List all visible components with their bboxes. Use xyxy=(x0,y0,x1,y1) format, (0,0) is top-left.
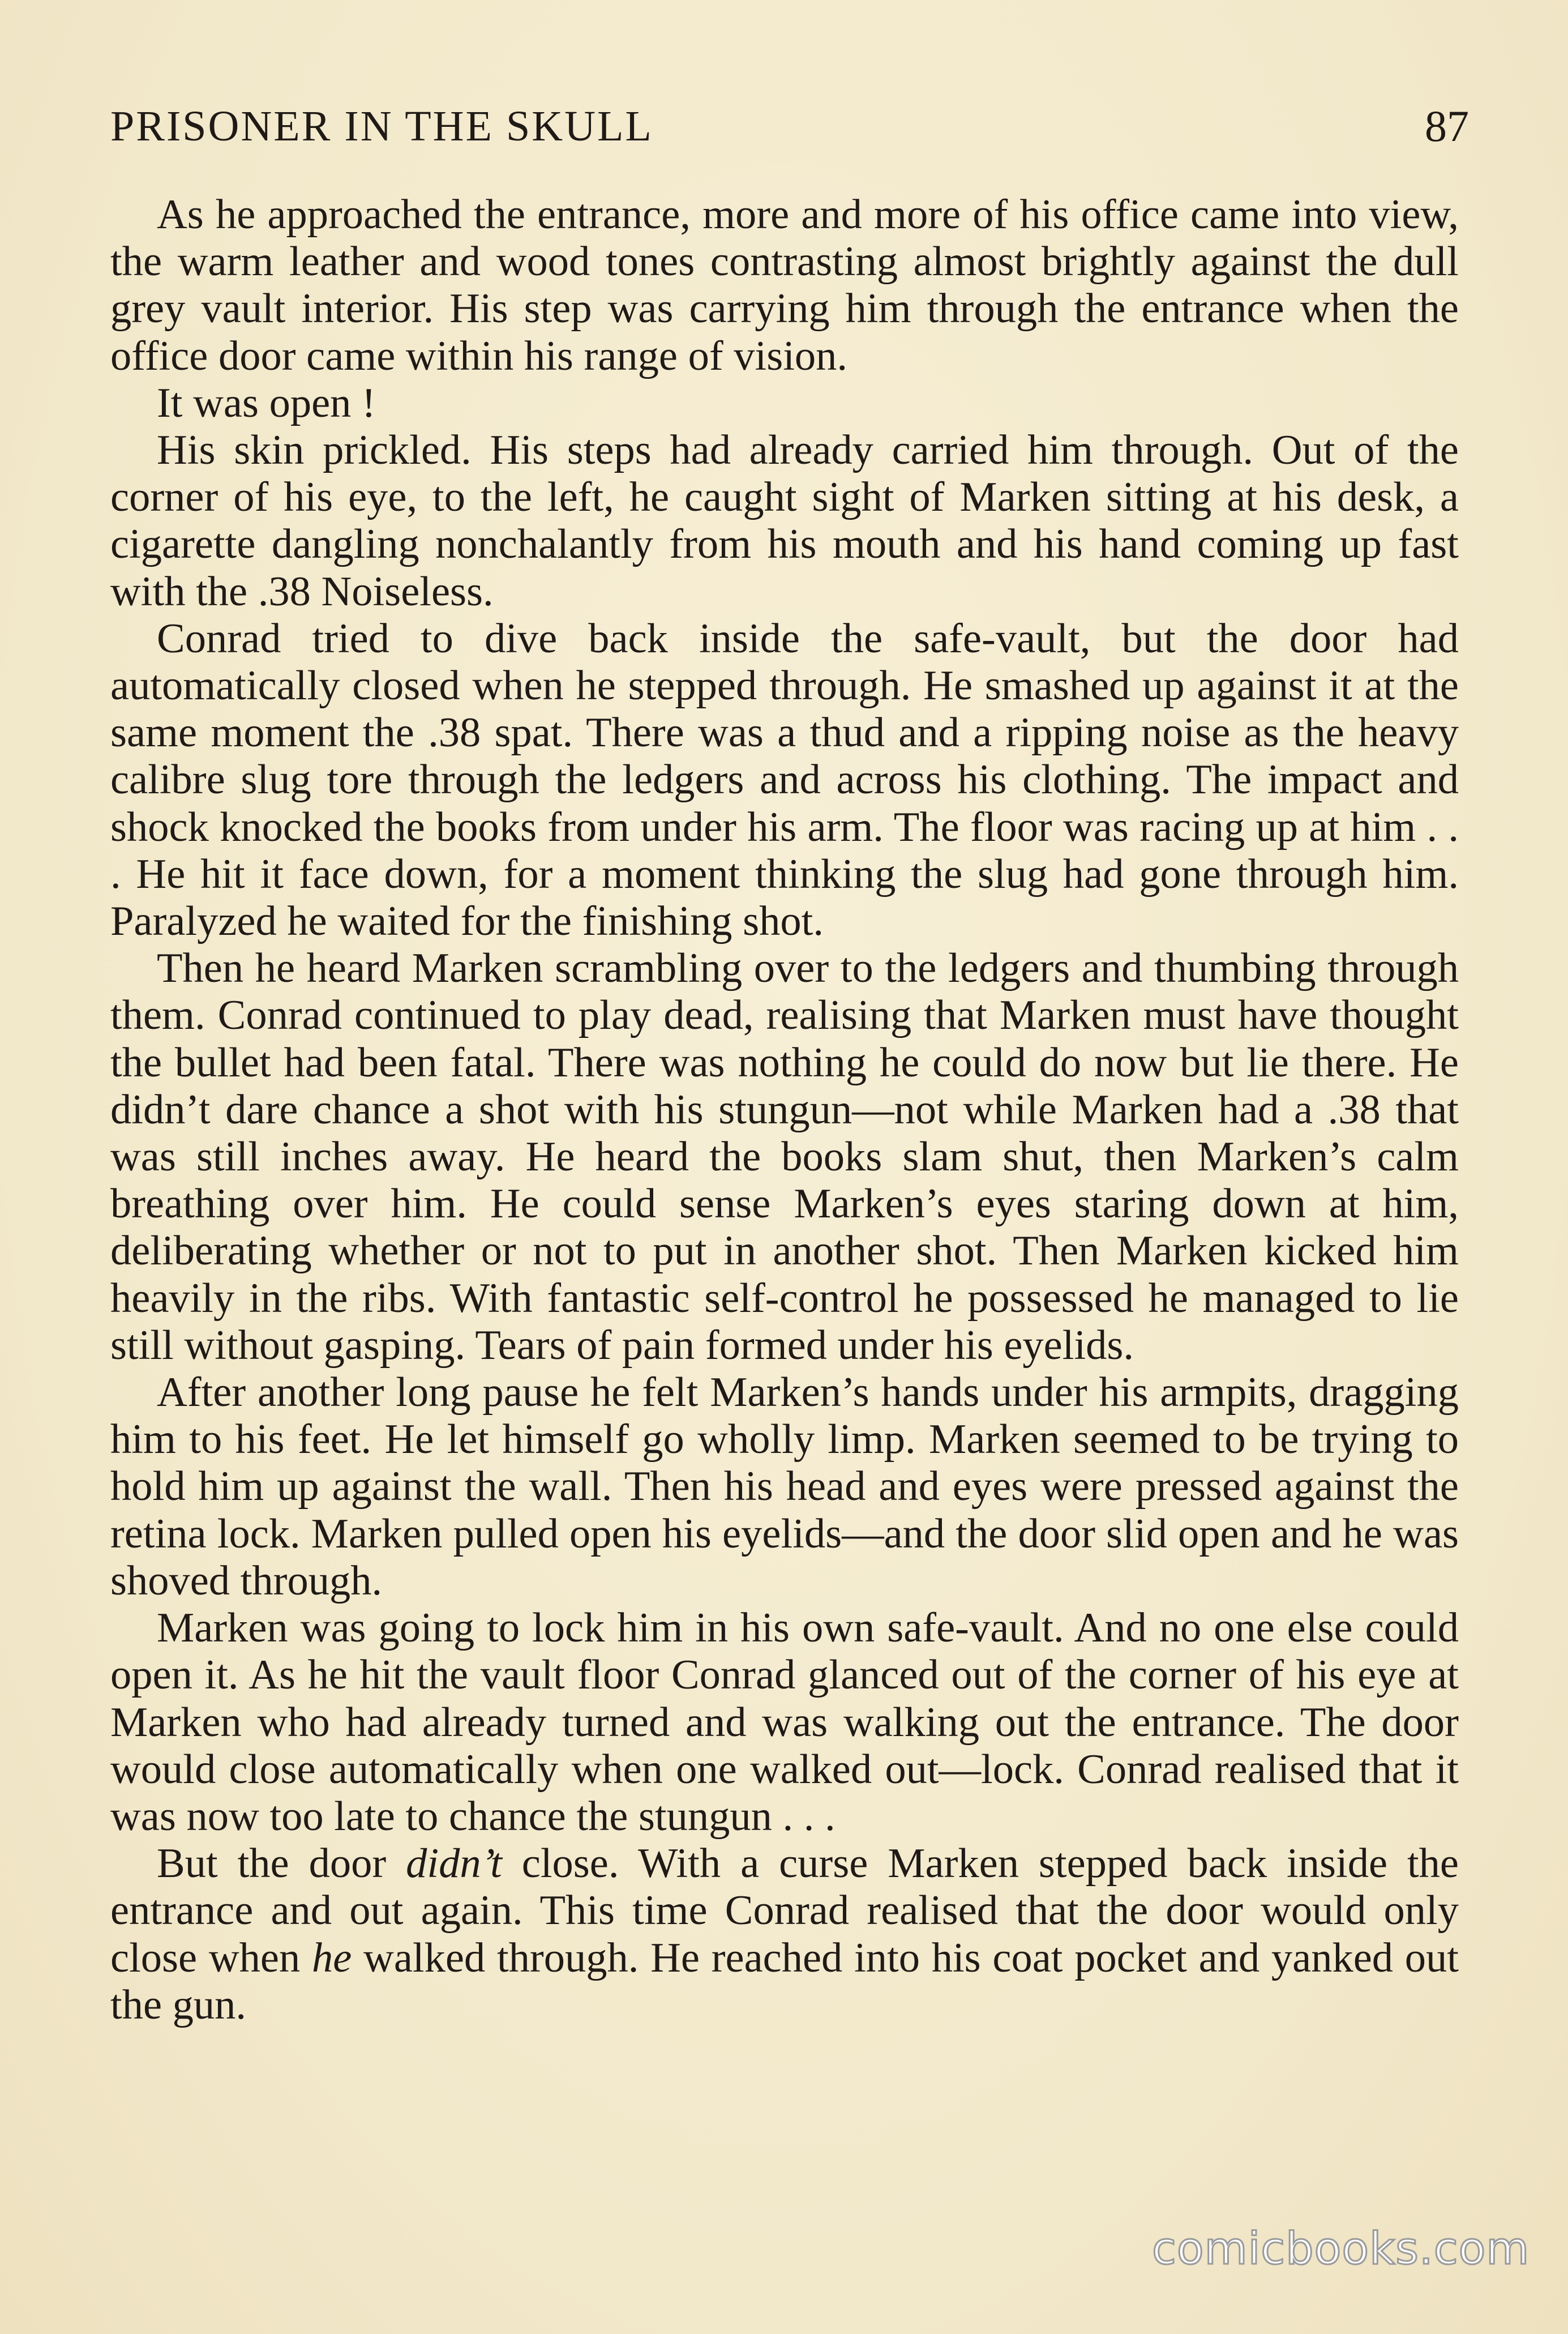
paragraph-2: It was open ! xyxy=(157,379,376,426)
paragraph-5: Then he heard Marken scrambling over to the ledgers and thumbing through them. Conrad continued to play dead, realising that Marken must have thought the bullet had been fatal. There was nothing he could do now but lie there. He didn’t dare chance a shot with his stungun—not while Marken had a .38 that was still inches away. He heard the books slam shut, then Marken’s calm breathing over him. He could sense Marken’s eyes staring down at him, deliberating whether or not to put in another shot. Then Marken kicked him heavily in the ribs. With fantastic self-control he possessed he managed to lie still without gasping. Tears of pain formed under his eyelids. xyxy=(110,945,1459,1369)
italic-didnt: didn’t xyxy=(406,1840,502,1887)
paragraph-7: Marken was going to lock him in his own safe-vault. And no one else could open it. As he hit the vault floor Conrad glanced out of the corner of his eye at Marken who had already turned and was walking out the entrance. The door would close automatically when one walked out—lock. Conrad realised that it was now too late to chance the stungun . . . xyxy=(110,1605,1459,1840)
italic-he: he xyxy=(311,1934,352,1981)
running-title: PRISONER IN THE SKULL xyxy=(110,102,653,150)
paragraph-8: But the door didn’t close. With a curse Marken stepped back inside the entrance and out again. This time Conrad realised that the door would only close when he walked through. He reached into his coat pocket and yanked out the gun. xyxy=(110,1840,1459,2028)
paragraph-4: Conrad tried to dive back inside the safe-vault, but the door had automatically closed when he stepped through. He smashed up against it at the same moment the .38 spat. There was a thud and a ripping noise as the heavy calibre slug tore through the ledgers and across his clothing. The impact and shock knocked the books from under his arm. The floor was racing up at him . . . He hit it face down, for a moment thinking the slug had gone through him. Paralyzed he waited for the finishing shot. xyxy=(110,615,1459,945)
paragraph-3: His skin prickled. His steps had already carried him through. Out of the corner of his eye, to the left, he caught sight of Marken sitting at his desk, a cigarette dangling nonchalantly from his mouth and his hand coming up fast with the .38 Noiseless. xyxy=(110,427,1459,615)
body-text xyxy=(110,191,1459,2029)
paragraph-6: After another long pause he felt Marken’s hands under his armpits, dragging him to his feet. He let himself go wholly limp. Marken seemed to be trying to hold him up against the wall. Then his head and eyes were pressed against the retina lock. Marken pulled open his eyelids—and the door slid open and he was shoved through. xyxy=(110,1369,1459,1604)
watermark-logo: comicbooks.com xyxy=(1152,2224,1530,2275)
page-number: 87 xyxy=(1425,101,1469,151)
paragraph-1: As he approached the entrance, more and more of his office came into view, the warm leather and wood tones contrasting almost brightly against the dull grey vault interior. His step was carrying him through the entrance when the office door came within his range of vision. xyxy=(110,191,1459,379)
running-head xyxy=(110,95,1469,157)
